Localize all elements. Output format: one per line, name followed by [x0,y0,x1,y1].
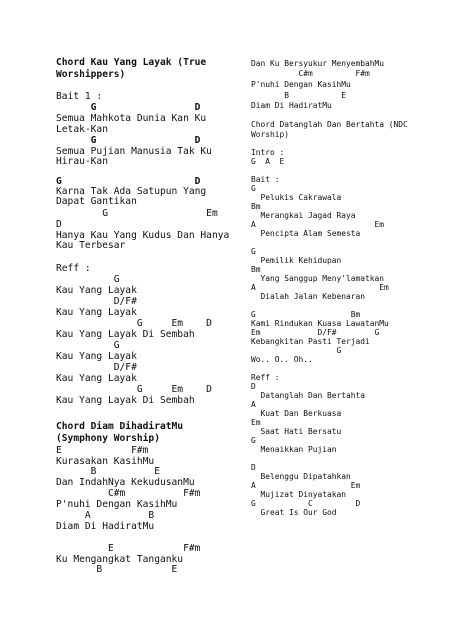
right-column-line: A Em [251,220,385,229]
right-column-line: Bm [251,265,261,274]
left-column-line: B E [56,466,160,477]
left-column-line: Kau Terbesar [56,240,126,251]
left-column-line: E F#m [56,445,149,456]
left-column-line: Bait 1 : [56,91,103,102]
right-column-line: G [251,184,256,193]
left-column-line: Reff : [56,263,91,274]
right-column-line: P'nuhi Dengan KasihMu [251,80,351,89]
left-column-line: Ku Mengangkat Tanganku [56,554,184,565]
left-column-line: Hanya Kau Yang Kudus Dan Hanya [56,230,230,241]
right-column-line: G C D [251,499,361,508]
right-column-line: Worship) [251,130,290,139]
right-column-line: Belenggu Dipatahkan [251,472,351,481]
left-column-line: C#m F#m [56,488,201,499]
right-column-line: Menaikkan Pujian [251,445,337,454]
right-column-line: A [251,400,256,409]
left-column-line: Letak-Kan [56,124,108,135]
left-column-line: G Em D [56,384,212,395]
left-column-line: Chord Diam DihadiratMu [56,421,184,432]
left-column-line: G D [56,102,201,113]
right-column-line: Bm [251,202,261,211]
left-column-line: D [56,219,62,230]
right-column-line: Dan Ku Bersyukur MenyembahMu [251,59,385,68]
right-column-line: Great Is Our God [251,508,337,517]
left-column-line: D/F# [56,362,137,373]
right-column-line: G Bm [251,310,361,319]
right-column-line: G [251,436,256,445]
right-column-line: G A E [251,157,285,166]
left-column-line: Dapat Gantikan [56,196,137,207]
right-column-line: D [251,382,256,391]
left-column-line: G [56,274,120,285]
right-column-line: G [251,247,256,256]
right-column-line: Chord Datanglah Dan Bertahta (NDC [251,120,408,129]
right-column-line: Dialah Jalan Kebenaran [251,292,366,301]
left-column-line: Kau Yang Layak Di Sembah [56,329,195,340]
left-column-line: G D [56,176,201,187]
left-column-line: Kau Yang Layak [56,373,137,384]
left-column-line: G [56,340,120,351]
right-column-line: Bait : [251,175,280,184]
left-column-line: Chord Kau Yang Layak (True [56,57,207,68]
right-column-line: Kami Rindukan Kuasa LawatanMu [251,319,389,328]
right-column-line: A Em [251,283,389,292]
left-column-line: Worshippers) [56,69,126,80]
right-column-line: Em [251,418,261,427]
left-column-line: Diam Di HadiratMu [56,521,155,532]
right-column-line: D [251,463,256,472]
right-column-line: Mujizat Dinyatakan [251,490,347,499]
right-column-line: Reff : [251,373,280,382]
left-column-line: Karna Tak Ada Satupun Yang [56,186,207,197]
right-column-line: Merangkai Jagad Raya [251,211,356,220]
left-column-line: P'nuhi Dengan KasihMu [56,499,178,510]
right-column-line: Em D/F# G [251,328,380,337]
left-column-line: Semua Pujian Manusia Tak Ku [56,146,212,157]
left-column-line: Hirau-Kan [56,156,108,167]
right-column-line: Pencipta Alam Semesta [251,229,361,238]
left-column-line: A B [56,510,155,521]
left-column-line: G D [56,135,201,146]
right-column-line: Yang Sanggup Meny'lamatkan [251,274,385,283]
left-column-line: G Em D [56,318,212,329]
left-column-line: E F#m [56,543,201,554]
left-column-line: Kau Yang Layak [56,285,137,296]
right-column-line: Pemilik Kehidupan [251,256,342,265]
left-column-line: Kurasakan KasihMu [56,456,155,467]
left-column-line: Kau Yang Layak [56,351,137,362]
left-column-line: (Symphony Worship) [56,433,160,444]
right-column-line: G [251,346,342,355]
left-column-line: Semua Mahkota Dunia Kan Ku [56,113,207,124]
left-column-line: Dan IndahNya KekudusanMu [56,477,195,488]
right-column-line: Intro : [251,148,285,157]
left-column-line: Kau Yang Layak Di Sembah [56,395,195,406]
left-column-line: G Em [56,208,218,219]
right-column-line: Kuat Dan Berkuasa [251,409,342,418]
left-column-line: B E [56,564,178,575]
left-column-line: D/F# [56,296,137,307]
right-column-line: Diam Di HadiratMu [251,101,332,110]
right-column-line: Kebangkitan Pasti Terjadi [251,337,370,346]
right-column-line: A Em [251,481,361,490]
right-column-line: Wo.. O.. Oh.. [251,355,313,364]
right-column-line: Datanglah Dan Bertahta [251,391,366,400]
right-column-line: B E [251,91,347,100]
right-column-line: C#m F#m [251,69,370,78]
right-column-line: Saat Hati Bersatu [251,427,342,436]
left-column-line: Kau Yang Layak [56,307,137,318]
right-column-line: Pelukis Cakrawala [251,193,342,202]
